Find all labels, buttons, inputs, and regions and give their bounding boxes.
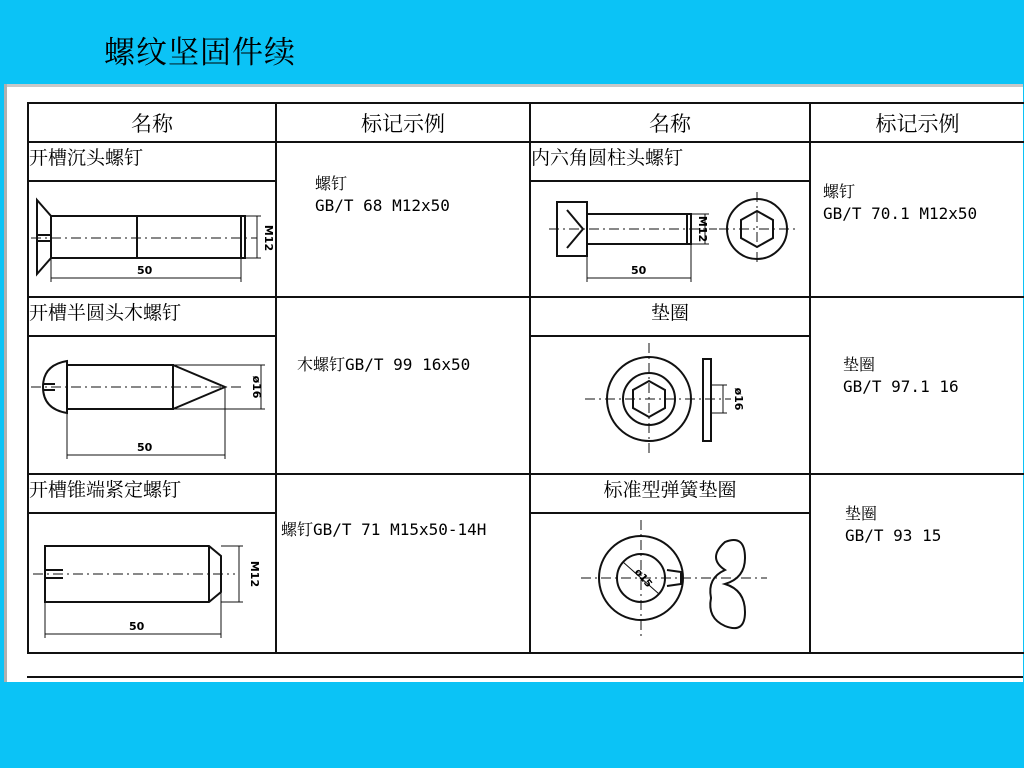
mark-line: 木螺钉GB/T 99 16x50 [297,355,471,374]
mark-line: GB/T 68 M12x50 [315,196,450,215]
header-mark-2: 标记示例 [810,103,1024,142]
mark-cell [276,297,530,474]
dim-m12: M12 [262,224,275,252]
table-row [28,474,1024,513]
header-name-2: 名称 [530,103,810,142]
item-name: 开槽沉头螺钉 [28,142,276,181]
mark-cell [810,297,1024,474]
countersunk-screw-drawing [28,181,276,297]
mark-line: 垫圈 [843,355,876,374]
dim-d16: ø16 [732,387,745,411]
wood-screw-drawing [28,336,276,474]
dim-length: 50 [137,441,153,454]
header-name-1: 名称 [28,103,276,142]
header-row [28,103,1024,142]
dim-length: 50 [137,264,153,277]
item-name: 开槽半圆头木螺钉 [28,297,276,336]
table-row [28,297,1024,336]
mark-line: 螺钉GB/T 71 M15x50-14H [281,520,487,539]
mark-line: GB/T 93 15 [845,526,942,545]
mark-line: 螺钉 [315,174,348,193]
header-mark-1: 标记示例 [276,103,530,142]
item-name: 标准型弹簧垫圈 [530,474,810,513]
bottom-rule [27,676,1023,678]
mark-cell [276,474,530,653]
content-panel [4,84,1023,682]
mark-cell [276,142,530,297]
mark-line: GB/T 97.1 16 [843,377,959,396]
table-row [28,142,1024,181]
washer-drawing [530,336,810,474]
mark-line: 螺钉 [823,182,856,201]
dim-m12: M12 [696,215,709,243]
fastener-table [27,102,1024,654]
socket-cap-screw-drawing [530,181,810,297]
set-screw-drawing [28,513,276,653]
item-name: 内六角圆柱头螺钉 [530,142,810,181]
slide-title: 螺纹坚固件续 [104,35,296,71]
dim-length: 50 [631,264,647,277]
dim-m12: M12 [248,560,261,588]
mark-line: 垫圈 [845,504,878,523]
mark-cell [810,142,1024,297]
item-name: 开槽锥端紧定螺钉 [28,474,276,513]
dim-d15: ø15 [632,566,654,590]
dim-length: 50 [129,620,145,633]
mark-line: GB/T 70.1 M12x50 [823,204,978,223]
dim-d16: ø16 [250,375,263,399]
spring-washer-drawing [530,513,810,653]
item-name: 垫圈 [530,297,810,336]
mark-cell [810,474,1024,653]
